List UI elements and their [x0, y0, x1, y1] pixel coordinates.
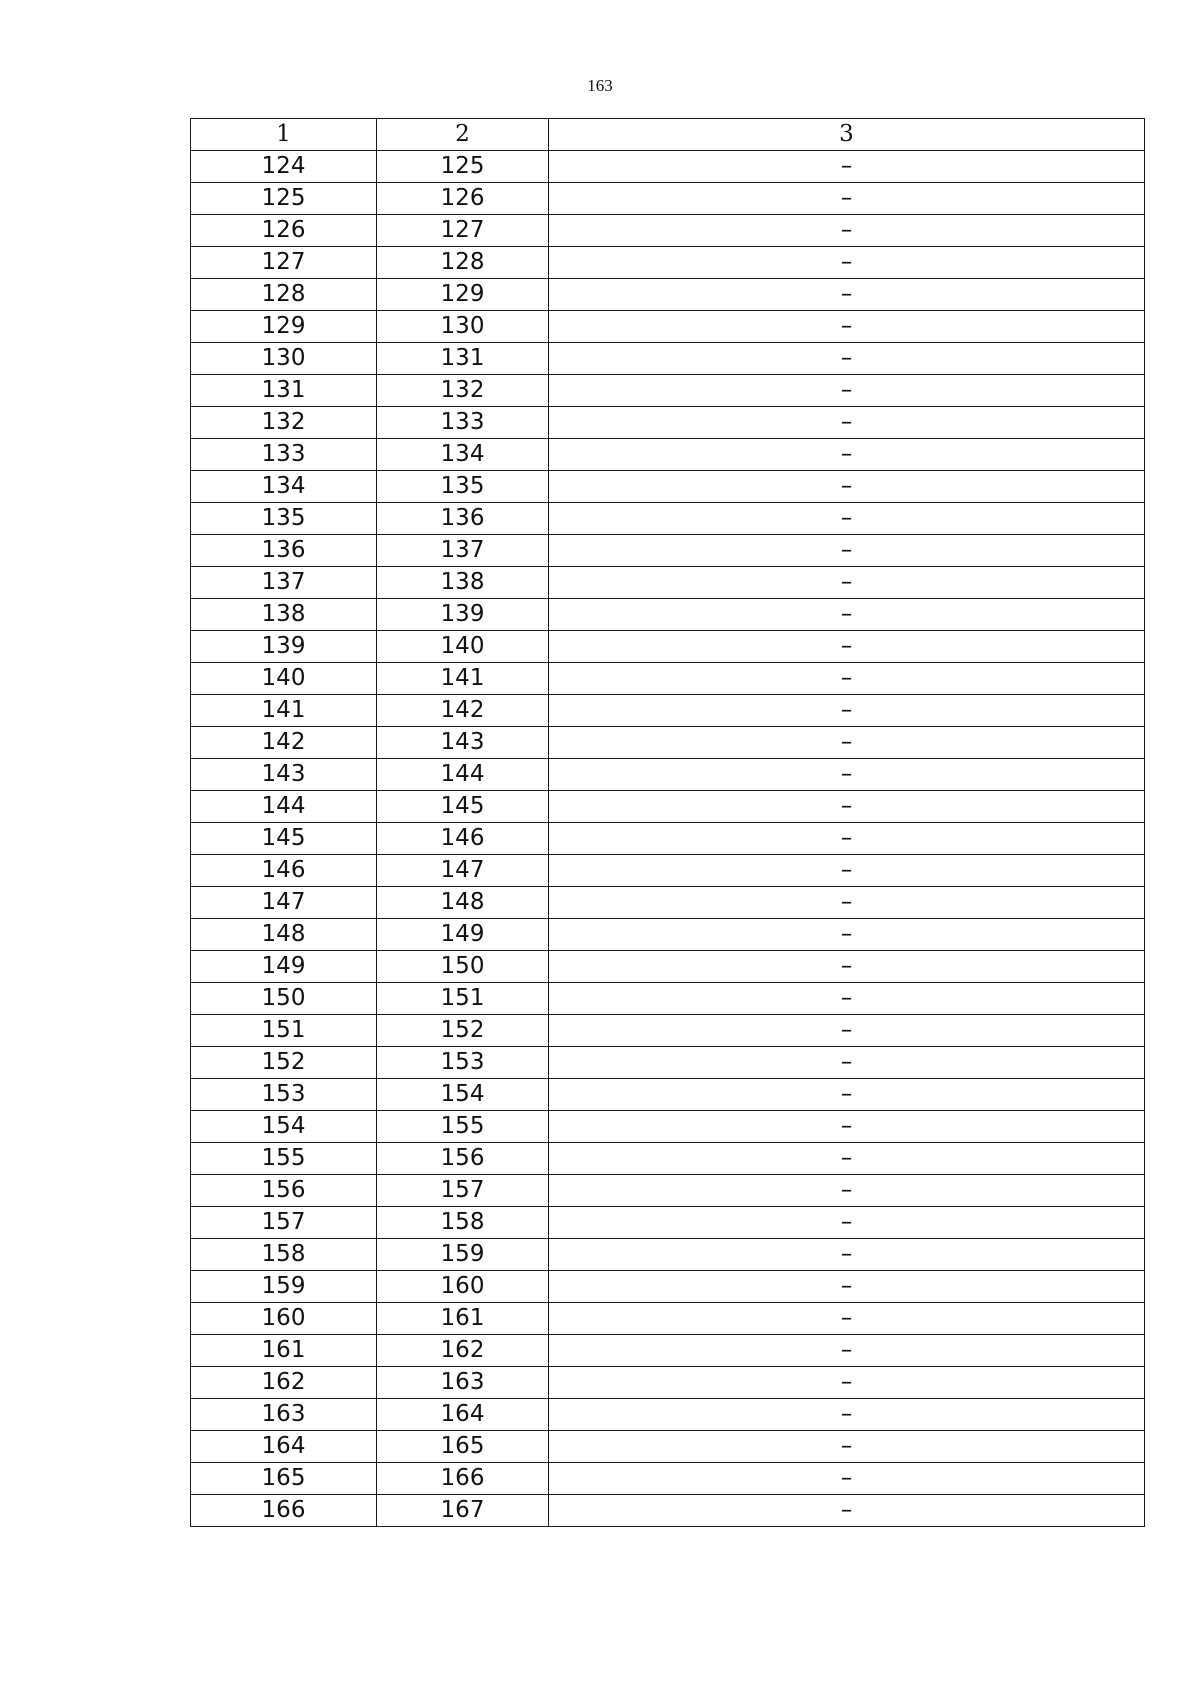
table-cell-col1: 143: [191, 759, 377, 791]
table-cell-col3: –: [549, 1143, 1145, 1175]
table-cell-col2: 147: [377, 855, 549, 887]
table-row: [191, 791, 1145, 823]
table-row: [191, 823, 1145, 855]
table-cell-col1: 157: [191, 1207, 377, 1239]
table-cell-col2: 142: [377, 695, 549, 727]
table-row: [191, 343, 1145, 375]
table-cell-col2: 127: [377, 215, 549, 247]
table-cell-col2: 129: [377, 279, 549, 311]
table-row: [191, 1271, 1145, 1303]
table-cell-col2: 146: [377, 823, 549, 855]
table-cell-col3: –: [549, 151, 1145, 183]
table-cell-col2: 161: [377, 1303, 549, 1335]
table-cell-col2: 128: [377, 247, 549, 279]
table-cell-col1: 149: [191, 951, 377, 983]
table-cell-col3: –: [549, 503, 1145, 535]
column-header-3: 3: [549, 119, 1145, 151]
table-cell-col1: 160: [191, 1303, 377, 1335]
table-cell-col1: 147: [191, 887, 377, 919]
table-cell-col1: 135: [191, 503, 377, 535]
table-row: [191, 951, 1145, 983]
table-cell-col2: 133: [377, 407, 549, 439]
table-cell-col3: –: [549, 439, 1145, 471]
table-cell-col1: 151: [191, 1015, 377, 1047]
table-cell-col3: –: [549, 1239, 1145, 1271]
table-cell-col3: –: [549, 727, 1145, 759]
table-row: [191, 727, 1145, 759]
table-cell-col3: –: [549, 695, 1145, 727]
table-cell-col3: –: [549, 1367, 1145, 1399]
table-cell-col3: –: [549, 1335, 1145, 1367]
table-cell-col3: –: [549, 759, 1145, 791]
table-cell-col3: –: [549, 567, 1145, 599]
table-row: [191, 1015, 1145, 1047]
table-cell-col1: 142: [191, 727, 377, 759]
table-cell-col2: 126: [377, 183, 549, 215]
table-cell-col1: 161: [191, 1335, 377, 1367]
table-cell-col2: 150: [377, 951, 549, 983]
table-cell-col1: 130: [191, 343, 377, 375]
table-row: [191, 535, 1145, 567]
table-cell-col2: 162: [377, 1335, 549, 1367]
table-cell-col1: 139: [191, 631, 377, 663]
table-row: [191, 407, 1145, 439]
table-header-row: [191, 119, 1145, 151]
table-row: [191, 247, 1145, 279]
table-row: [191, 567, 1145, 599]
table-row: [191, 983, 1145, 1015]
table-cell-col2: 157: [377, 1175, 549, 1207]
table-row: [191, 279, 1145, 311]
table-row: [191, 599, 1145, 631]
table-cell-col2: 159: [377, 1239, 549, 1271]
table-cell-col1: 152: [191, 1047, 377, 1079]
table-cell-col1: 132: [191, 407, 377, 439]
table-cell-col3: –: [549, 887, 1145, 919]
table-cell-col3: –: [549, 1207, 1145, 1239]
table-cell-col3: –: [549, 535, 1145, 567]
table-cell-col3: –: [549, 183, 1145, 215]
table-cell-col2: 152: [377, 1015, 549, 1047]
table-cell-col3: –: [549, 1495, 1145, 1527]
table-cell-col1: 134: [191, 471, 377, 503]
table-cell-col1: 148: [191, 919, 377, 951]
table-cell-col3: –: [549, 1271, 1145, 1303]
table-cell-col2: 141: [377, 663, 549, 695]
table-cell-col1: 136: [191, 535, 377, 567]
table-cell-col2: 155: [377, 1111, 549, 1143]
table-cell-col1: 127: [191, 247, 377, 279]
table-cell-col3: –: [549, 631, 1145, 663]
table-row: [191, 1079, 1145, 1111]
table-row: [191, 887, 1145, 919]
table-row: [191, 1143, 1145, 1175]
column-header-1: 1: [191, 119, 377, 151]
table-row: [191, 919, 1145, 951]
table-cell-col2: 163: [377, 1367, 549, 1399]
table-cell-col2: 132: [377, 375, 549, 407]
table-cell-col3: –: [549, 279, 1145, 311]
table-cell-col1: 126: [191, 215, 377, 247]
table-row: [191, 311, 1145, 343]
table-cell-col3: –: [549, 823, 1145, 855]
table-cell-col1: 153: [191, 1079, 377, 1111]
table-row: [191, 1047, 1145, 1079]
table-cell-col2: 165: [377, 1431, 549, 1463]
table-cell-col3: –: [549, 247, 1145, 279]
table-cell-col3: –: [549, 407, 1145, 439]
table-row: [191, 1431, 1145, 1463]
table-cell-col3: –: [549, 1047, 1145, 1079]
table-cell-col2: 125: [377, 151, 549, 183]
table-cell-col1: 145: [191, 823, 377, 855]
table-cell-col1: 156: [191, 1175, 377, 1207]
table-cell-col2: 134: [377, 439, 549, 471]
table-cell-col2: 138: [377, 567, 549, 599]
table-cell-col1: 141: [191, 695, 377, 727]
table-row: [191, 1463, 1145, 1495]
table-row: [191, 1367, 1145, 1399]
table-cell-col1: 144: [191, 791, 377, 823]
table-cell-col1: 155: [191, 1143, 377, 1175]
table-cell-col3: –: [549, 311, 1145, 343]
table-cell-col3: –: [549, 1463, 1145, 1495]
table-row: [191, 503, 1145, 535]
table-row: [191, 215, 1145, 247]
table-cell-col3: –: [549, 1431, 1145, 1463]
table-cell-col2: 156: [377, 1143, 549, 1175]
table-cell-col3: –: [549, 1111, 1145, 1143]
table-cell-col1: 159: [191, 1271, 377, 1303]
table-cell-col1: 131: [191, 375, 377, 407]
table-cell-col3: –: [549, 1399, 1145, 1431]
table-cell-col2: 137: [377, 535, 549, 567]
table-row: [191, 1175, 1145, 1207]
table-row: [191, 663, 1145, 695]
table-cell-col3: –: [549, 1015, 1145, 1047]
table-row: [191, 151, 1145, 183]
table-cell-col2: 158: [377, 1207, 549, 1239]
table-cell-col3: –: [549, 215, 1145, 247]
table-cell-col2: 160: [377, 1271, 549, 1303]
table-cell-col2: 149: [377, 919, 549, 951]
table-row: [191, 1111, 1145, 1143]
table-cell-col2: 143: [377, 727, 549, 759]
table-cell-col1: 138: [191, 599, 377, 631]
table-cell-col2: 145: [377, 791, 549, 823]
table-cell-col2: 153: [377, 1047, 549, 1079]
table-cell-col1: 150: [191, 983, 377, 1015]
table-cell-col2: 131: [377, 343, 549, 375]
table-cell-col1: 140: [191, 663, 377, 695]
table-body: [191, 119, 1145, 1527]
table-cell-col3: –: [549, 951, 1145, 983]
table-cell-col2: 135: [377, 471, 549, 503]
table-cell-col3: –: [549, 1175, 1145, 1207]
table-cell-col2: 139: [377, 599, 549, 631]
table-cell-col1: 165: [191, 1463, 377, 1495]
table-cell-col2: 136: [377, 503, 549, 535]
table-cell-col3: –: [549, 919, 1145, 951]
table-cell-col3: –: [549, 343, 1145, 375]
table-row: [191, 759, 1145, 791]
table-cell-col1: 124: [191, 151, 377, 183]
table-row: [191, 1495, 1145, 1527]
table-cell-col3: –: [549, 599, 1145, 631]
table-row: [191, 1207, 1145, 1239]
table-cell-col3: –: [549, 663, 1145, 695]
table-cell-col1: 146: [191, 855, 377, 887]
table-cell-col3: –: [549, 855, 1145, 887]
table-cell-col2: 148: [377, 887, 549, 919]
table-cell-col1: 163: [191, 1399, 377, 1431]
table-cell-col2: 166: [377, 1463, 549, 1495]
table-row: [191, 631, 1145, 663]
column-header-2: 2: [377, 119, 549, 151]
table-cell-col3: –: [549, 375, 1145, 407]
table-cell-col2: 164: [377, 1399, 549, 1431]
table-row: [191, 375, 1145, 407]
table-cell-col3: –: [549, 1079, 1145, 1111]
table-row: [191, 1303, 1145, 1335]
table-cell-col2: 151: [377, 983, 549, 1015]
table-cell-col2: 140: [377, 631, 549, 663]
table-cell-col3: –: [549, 1303, 1145, 1335]
table-row: [191, 439, 1145, 471]
table-row: [191, 1239, 1145, 1271]
table-cell-col2: 130: [377, 311, 549, 343]
table-cell-col1: 162: [191, 1367, 377, 1399]
table-cell-col3: –: [549, 471, 1145, 503]
table-row: [191, 183, 1145, 215]
page-number: 163: [587, 76, 613, 95]
table-cell-col1: 166: [191, 1495, 377, 1527]
table-row: [191, 471, 1145, 503]
table-row: [191, 1335, 1145, 1367]
table-cell-col2: 154: [377, 1079, 549, 1111]
table-row: [191, 1399, 1145, 1431]
table-cell-col1: 125: [191, 183, 377, 215]
table-cell-col3: –: [549, 983, 1145, 1015]
table-cell-col1: 154: [191, 1111, 377, 1143]
table-cell-col1: 128: [191, 279, 377, 311]
table-cell-col1: 158: [191, 1239, 377, 1271]
table-cell-col1: 129: [191, 311, 377, 343]
table-cell-col3: –: [549, 791, 1145, 823]
table-cell-col1: 133: [191, 439, 377, 471]
table-row: [191, 855, 1145, 887]
table-row: [191, 695, 1145, 727]
table-cell-col1: 137: [191, 567, 377, 599]
table-cell-col2: 167: [377, 1495, 549, 1527]
data-table: [190, 118, 1145, 1527]
table-cell-col1: 164: [191, 1431, 377, 1463]
table-cell-col2: 144: [377, 759, 549, 791]
